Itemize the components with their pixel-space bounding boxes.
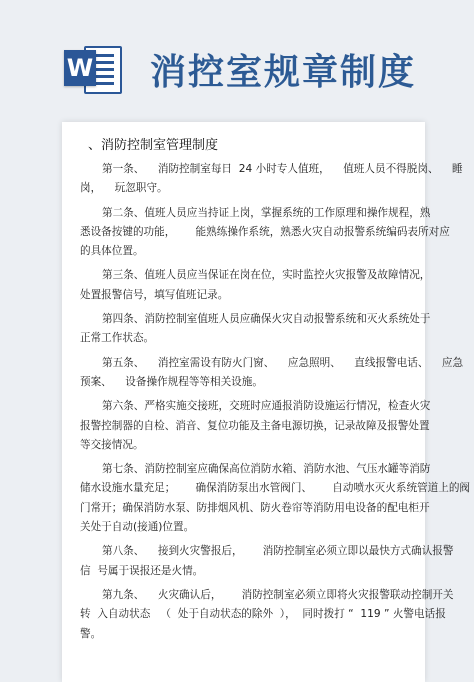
header <box>0 0 474 110</box>
article-paragraph <box>80 397 431 455</box>
paragraph-line: 岗， 玩忽职守。 <box>80 182 168 195</box>
document-heading: 、消防控制室管理制度 <box>88 138 219 153</box>
word-letter-badge: W <box>64 50 96 86</box>
paragraph-line: 信 号属于误报还是火情。 <box>80 564 204 577</box>
paragraph-line: 第七条、消防控制室应确保高位消防水箱、消防水池、气压水罐等消防 <box>102 463 431 476</box>
article-paragraph <box>80 204 450 262</box>
page-title: 消控室规章制度 <box>150 52 417 93</box>
paragraph-line: 储水设施水量充足； 确保消防泵出水管阀门、 自动喷水灭火系统管道上的阀 <box>80 482 471 495</box>
paragraph-line: 门常开；确保消防水泵、防排烟风机、防火卷帘等消防用电设备的配电柜开 <box>80 501 430 514</box>
document-page <box>62 122 471 682</box>
paragraph-line: 正常工作状态。 <box>80 332 155 345</box>
paragraph-line: 处置报警信号，填写值班记录。 <box>80 288 229 301</box>
paragraph-line: 第三条、值班人员应当保证在岗在位，实时监控火灾报警及故障情况， <box>102 269 431 282</box>
paragraph-line: 第四条、消防控制室值班人员应确保火灾自动报警系统和灭火系统处于 <box>102 313 431 326</box>
article-paragraph <box>80 310 431 349</box>
article-paragraph <box>80 160 463 199</box>
paragraph-line: 报警控制器的自检、消音、复位功能及主备电源切换，记录故障及报警处置 <box>80 419 430 432</box>
paragraph-line: 第一条、 消防控制室每日 24 小时专人值班， 值班人员不得脱岗、 睡 <box>102 163 463 175</box>
paragraph-line: 的具体位置。 <box>80 245 144 258</box>
paragraph-line: 第九条、 火灾确认后， 消防控制室必须立即将火灾报警联动控制开关 <box>102 588 454 601</box>
paragraph-line: 关处于自动(接通)位置。 <box>80 521 195 534</box>
paragraph-line: 警。 <box>80 627 102 640</box>
article-paragraph <box>80 354 464 393</box>
paragraph-line: 第六条、严格实施交接班，交班时应通报消防设施运行情况，检查火灾 <box>102 400 431 413</box>
article-paragraph <box>80 586 454 644</box>
paragraph-line: 第八条、 接到火灾警报后， 消防控制室必须立即以最快方式确认报警 <box>102 545 454 558</box>
paragraph-line: 悉设备按键的功能， 能熟练操作系统，熟悉火灾自动报警系统编码表所对应 <box>80 225 450 238</box>
article-paragraph <box>80 266 431 305</box>
paragraph-line: 预案、 设备操作规程等等相关设施。 <box>80 375 263 388</box>
paragraph-line: 第二条、值班人员应当持证上岗，掌握系统的工作原理和操作规程，熟 <box>102 206 431 219</box>
paragraph-line: 等交接情况。 <box>80 438 144 451</box>
word-document-icon <box>64 40 122 96</box>
paragraph-line: 转 入自动状态 （ 处于自动状态的除外 ）， 同时拨打 “ 119 ” 火警电话报 <box>80 608 446 621</box>
paragraph-line: 第五条、 消控室需设有防火门窗、 应急照明、 直线报警电话、 应急 <box>102 356 464 369</box>
article-paragraph <box>80 460 471 537</box>
document-body <box>80 160 471 649</box>
article-paragraph <box>80 542 454 581</box>
